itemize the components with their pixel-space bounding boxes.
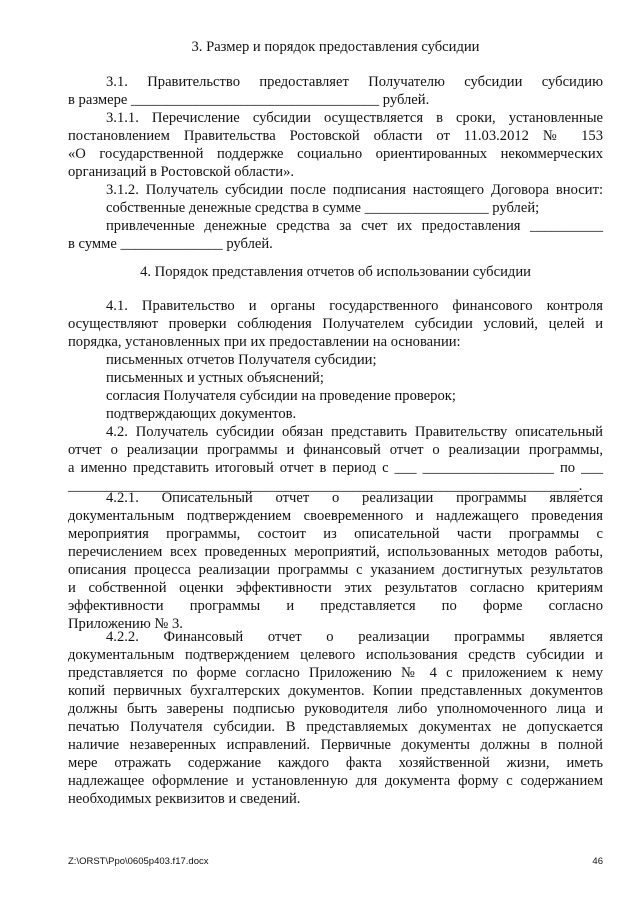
text-line: представляется по форме согласно Приложению № 4 с приложением к нему: [68, 665, 603, 681]
text-line: 3.1.2. Получатель субсидии после подписания настоящего Договора вносит:: [106, 182, 603, 198]
text-line: 4.1. Правительство и органы государственного финансового контроля: [106, 298, 603, 314]
text-line: необходимых реквизитов и сведений.: [68, 791, 301, 807]
text-line: 3.1.1. Перечисление субсидии осуществляется в сроки, установленные: [106, 110, 603, 126]
text-line: печатью Получателя субсидии. В представляемых документах не допускается: [68, 719, 603, 735]
text-line: должны быть заверены подписью руководителя либо уполномоченного лица и: [68, 701, 603, 717]
text-line: а именно представить итоговый отчет в период с ___ __________________ по ___: [68, 460, 603, 476]
text-line: привлеченные денежные средства за счет их предоставления __________: [106, 218, 603, 234]
section-heading: 4. Порядок представления отчетов об использовании субсидии: [140, 264, 531, 280]
text-line: наличие незаверенных исправлений. Первичные документы должны в полной: [68, 737, 603, 753]
text-line: 4.2. Получатель субсидии обязан представить Правительству описательный: [106, 424, 603, 440]
section-heading: 3. Размер и порядок предоставления субсидии: [191, 39, 480, 55]
text-line: в размере __________________________________ рублей.: [68, 92, 430, 108]
text-line: согласия Получателя субсидии на проведение проверок;: [106, 388, 456, 404]
text-line: описания процесса реализации программы с указанием достигнутых результатов: [68, 562, 603, 578]
text-line: мероприятия программы, состоит из описательной части программы с: [68, 526, 603, 542]
text-line: осуществляют проверки соблюдения Получателем субсидии условий, целей и: [68, 316, 603, 332]
text-line: постановлением Правительства Ростовской области от 11.03.2012 № 153: [68, 128, 603, 144]
footer-file-path: Z:\ORST\Ppo\0605p403.f17.docx: [68, 856, 209, 867]
text-line: подтверждающих документов.: [106, 406, 297, 422]
text-line: надлежащее оформление и установленную для документа форму с содержанием: [68, 773, 603, 789]
text-line: мере отражать содержание каждого факта хозяйственной жизни, иметь: [68, 755, 603, 771]
text-line: ______________________________________________________________________.: [68, 478, 583, 494]
text-line: 3.1. Правительство предоставляет Получателю субсидии субсидию: [106, 74, 603, 90]
text-line: эффективности программы и представляется по форме согласно: [68, 598, 603, 614]
text-line: 4.2.2. Финансовый отчет о реализации программы является: [106, 629, 603, 645]
text-line: организаций в Ростовской области».: [68, 164, 295, 180]
text-line: собственные денежные средства в сумме _________________ рублей;: [106, 200, 540, 216]
text-line: порядка, установленных при их предоставлении на основании:: [68, 334, 461, 350]
text-line: документальным подтверждением своевременного и надлежащего проведения: [68, 508, 603, 524]
text-line: в сумме ______________ рублей.: [68, 236, 273, 252]
text-line: и собственной оценки эффективности этих результатов согласно критериям: [68, 580, 603, 596]
text-line: перечислением всех проведенных мероприятий, использованных методов работы,: [68, 544, 603, 560]
text-line: отчет о реализации программы и финансовый отчет о реализации программы,: [68, 442, 603, 458]
text-line: письменных отчетов Получателя субсидии;: [106, 352, 377, 368]
footer-page-number: 46: [592, 856, 603, 867]
text-line: «О государственной поддержке социально ориентированных некоммерческих: [68, 146, 603, 162]
text-line: письменных и устных объяснений;: [106, 370, 324, 386]
text-line: копий первичных бухгалтерских документов. Копии представленных документов: [68, 683, 603, 699]
text-line: 4.2.1. Описательный отчет о реализации программы является: [106, 490, 603, 506]
text-line: документальным подтверждением целевого использования средств субсидии и: [68, 647, 603, 663]
text-line: Приложению № 3.: [68, 616, 183, 632]
